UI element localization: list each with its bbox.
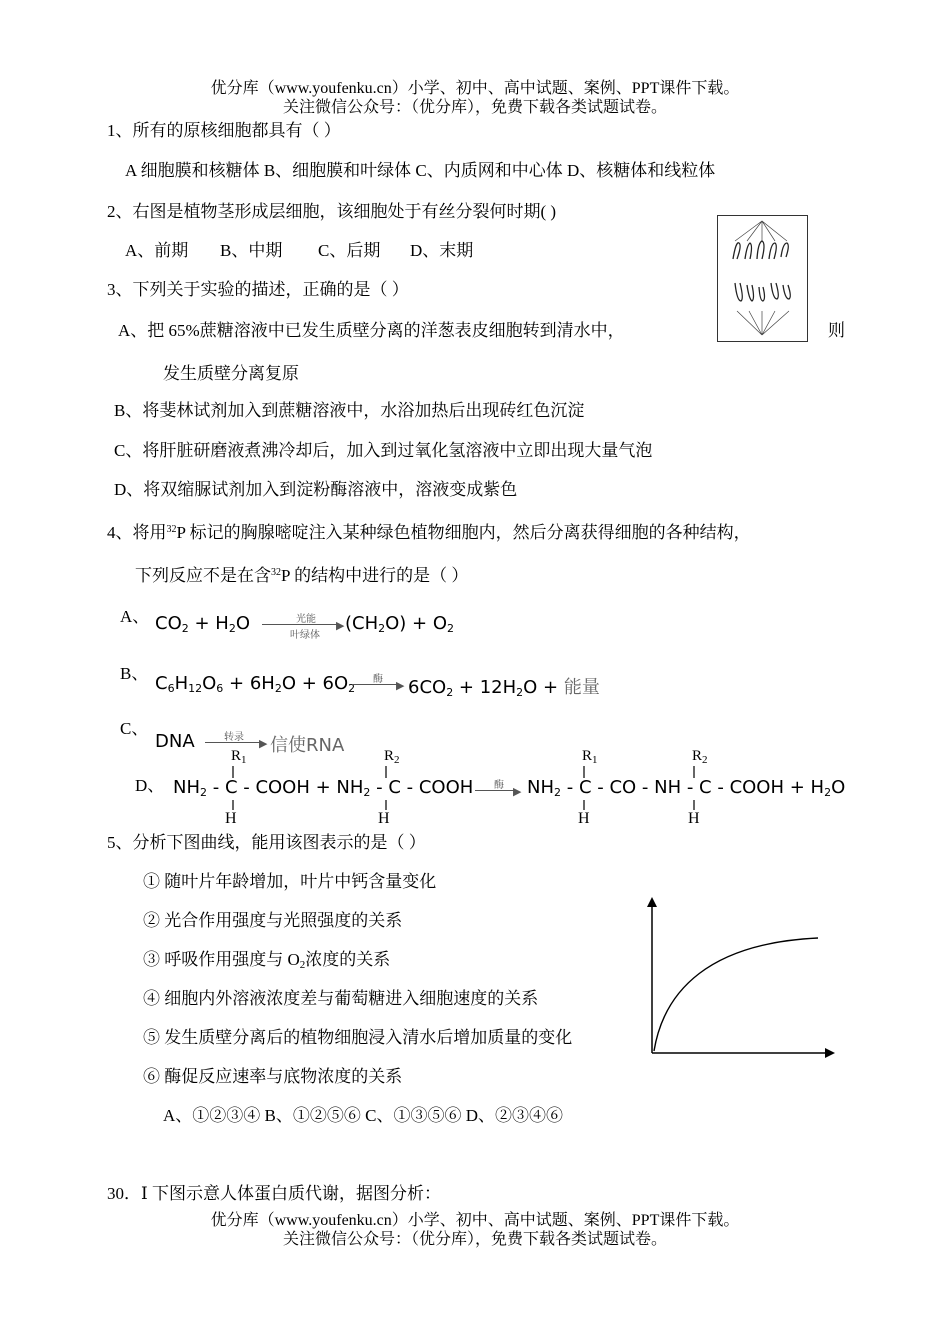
x-axis-arrow (825, 1048, 835, 1058)
q2-option-a: A、前期 (125, 241, 189, 260)
q4-equation-b-arrow: 酶 ▶ (352, 670, 404, 692)
q2-option-b: B、中期 (220, 241, 283, 260)
q5-item-1: ① 随叶片年龄增加，叶片中钙含量变化 (143, 872, 437, 891)
q4-d-r2-left: $R_2$ (384, 748, 400, 766)
mitosis-cell-figure (717, 215, 809, 343)
q2-option-c: C、后期 (318, 241, 381, 260)
q5-item-4: ④ 细胞内外溶液浓度差与葡萄糖进入细胞速度的关系 (143, 989, 539, 1008)
q4-label-c: C、 (120, 719, 149, 738)
q4-equation-a-products: $(CH_2O) + O_2$ (345, 613, 455, 635)
q5-item-2: ② 光合作用强度与光照强度的关系 (143, 911, 403, 930)
q3-option-a-tail: 则 (828, 321, 845, 340)
q4-d-h-1: H (225, 810, 237, 827)
q5-stem: 5、分析下图曲线，能用该图表示的是（ ） (107, 833, 426, 852)
q4-equation-c-product: 信使RNA (270, 735, 345, 756)
footer-line-2: 关注微信公众号：（优分库），免费下载各类试题试卷。 (282, 1231, 667, 1248)
q3-option-d: D、将双缩脲试剂加入到淀粉酶溶液中，溶液变成紫色 (114, 480, 518, 499)
q4-label-a: A、 (120, 607, 150, 626)
q4-d-h-3: H (578, 810, 590, 827)
q5-item-5: ⑤ 发生质壁分离后的植物细胞浸入清水后增加质量的变化 (143, 1028, 573, 1047)
q2-option-d: D、末期 (410, 241, 474, 260)
q4-stem: 4、将用$^{32}$P 标记的胸腺嘧啶注入某种绿色植物细胞内，然后分离获得细胞的各种结构， (107, 523, 751, 542)
q3-option-a-line1: A、把 65%蔗糖溶液中已发生质壁分离的洋葱表皮细胞转到清水中， (118, 321, 625, 340)
q4-d-r2-right: $R_2$ (692, 748, 708, 766)
q3-option-c: C、将肝脏研磨液煮沸冷却后，加入到过氧化氢溶液中立即出现大量气泡 (114, 441, 653, 460)
q4-equation-a: $CO_2 + H_2O$ (155, 613, 250, 635)
q4-d-h-2: H (378, 810, 390, 827)
saturation-curve (654, 938, 818, 1051)
q3-option-b: B、将斐林试剂加入到蔗糖溶液中，水浴加热后出现砖红色沉淀 (114, 401, 585, 420)
q30-stem: 30．Ⅰ 下图示意人体蛋白质代谢，据图分析： (107, 1184, 441, 1203)
q4-equation-b: $C_6H_{12}O_6 + 6H_2O + 6O_2$ (155, 673, 356, 695)
q4-label-d: D、 (135, 776, 165, 795)
header-line-1: 优分库（www.youfenku.cn）小学、初中、高中试题、案例、PPT课件下载。 (210, 80, 740, 97)
q4-d-h-4: H (688, 810, 700, 827)
q4-equation-c: DNA (155, 731, 195, 752)
q4-stem-line2: 下列反应不是在含$^{32}$P 的结构中进行的是（ ） (135, 566, 469, 585)
y-axis-arrow (647, 897, 657, 907)
q4-equation-d-products: $NH_2$ - C - CO - NH - C - COOH + $H_2O$ (527, 777, 846, 799)
q5-item-6: ⑥ 酶促反应速率与底物浓度的关系 (143, 1067, 403, 1086)
q1-options: A 细胞膜和核糖体 B、细胞膜和叶绿体 C、内质网和中心体 D、核糖体和线粒体 (125, 161, 716, 180)
q1-stem: 1、所有的原核细胞都具有（ ） (107, 121, 341, 140)
q4-d-bonds (225, 764, 725, 814)
q4-equation-c-arrow: 转录 ▶ (205, 728, 267, 750)
q5-options: A、①②③④ B、①②⑤⑥ C、①③⑤⑥ D、②③④⑥ (163, 1106, 563, 1125)
q4-equation-d-arrow: 酶 ▶ (475, 776, 521, 798)
q4-d-r1-right: $R_1$ (582, 748, 598, 766)
q5-item-3: ③ 呼吸作用强度与 $O_2$浓度的关系 (143, 950, 391, 971)
q4-label-b: B、 (120, 664, 149, 683)
q3-option-a-line2: 发生质壁分离复原 (163, 364, 299, 383)
header-line-2: 关注微信公众号：（优分库），免费下载各类试题试卷。 (282, 99, 667, 116)
q4-equation-a-arrow: 光能 ▶ 叶绿体 (262, 610, 344, 640)
q2-stem: 2、右图是植物茎形成层细胞，该细胞处于有丝分裂何时期( ) (107, 202, 557, 221)
q4-d-r1-left: $R_1$ (231, 748, 247, 766)
q4-equation-d: $NH_2$ - C - COOH + $NH_2$ - C - COOH (173, 777, 474, 799)
footer-line-1: 优分库（www.youfenku.cn）小学、初中、高中试题、案例、PPT课件下载。 (210, 1212, 740, 1229)
saturation-curve-graph (640, 895, 840, 1065)
q4-equation-b-products: $6CO_2 + 12H_2O$ + 能量 (408, 677, 600, 699)
q3-stem: 3、下列关于实验的描述，正确的是（ ） (107, 280, 409, 299)
